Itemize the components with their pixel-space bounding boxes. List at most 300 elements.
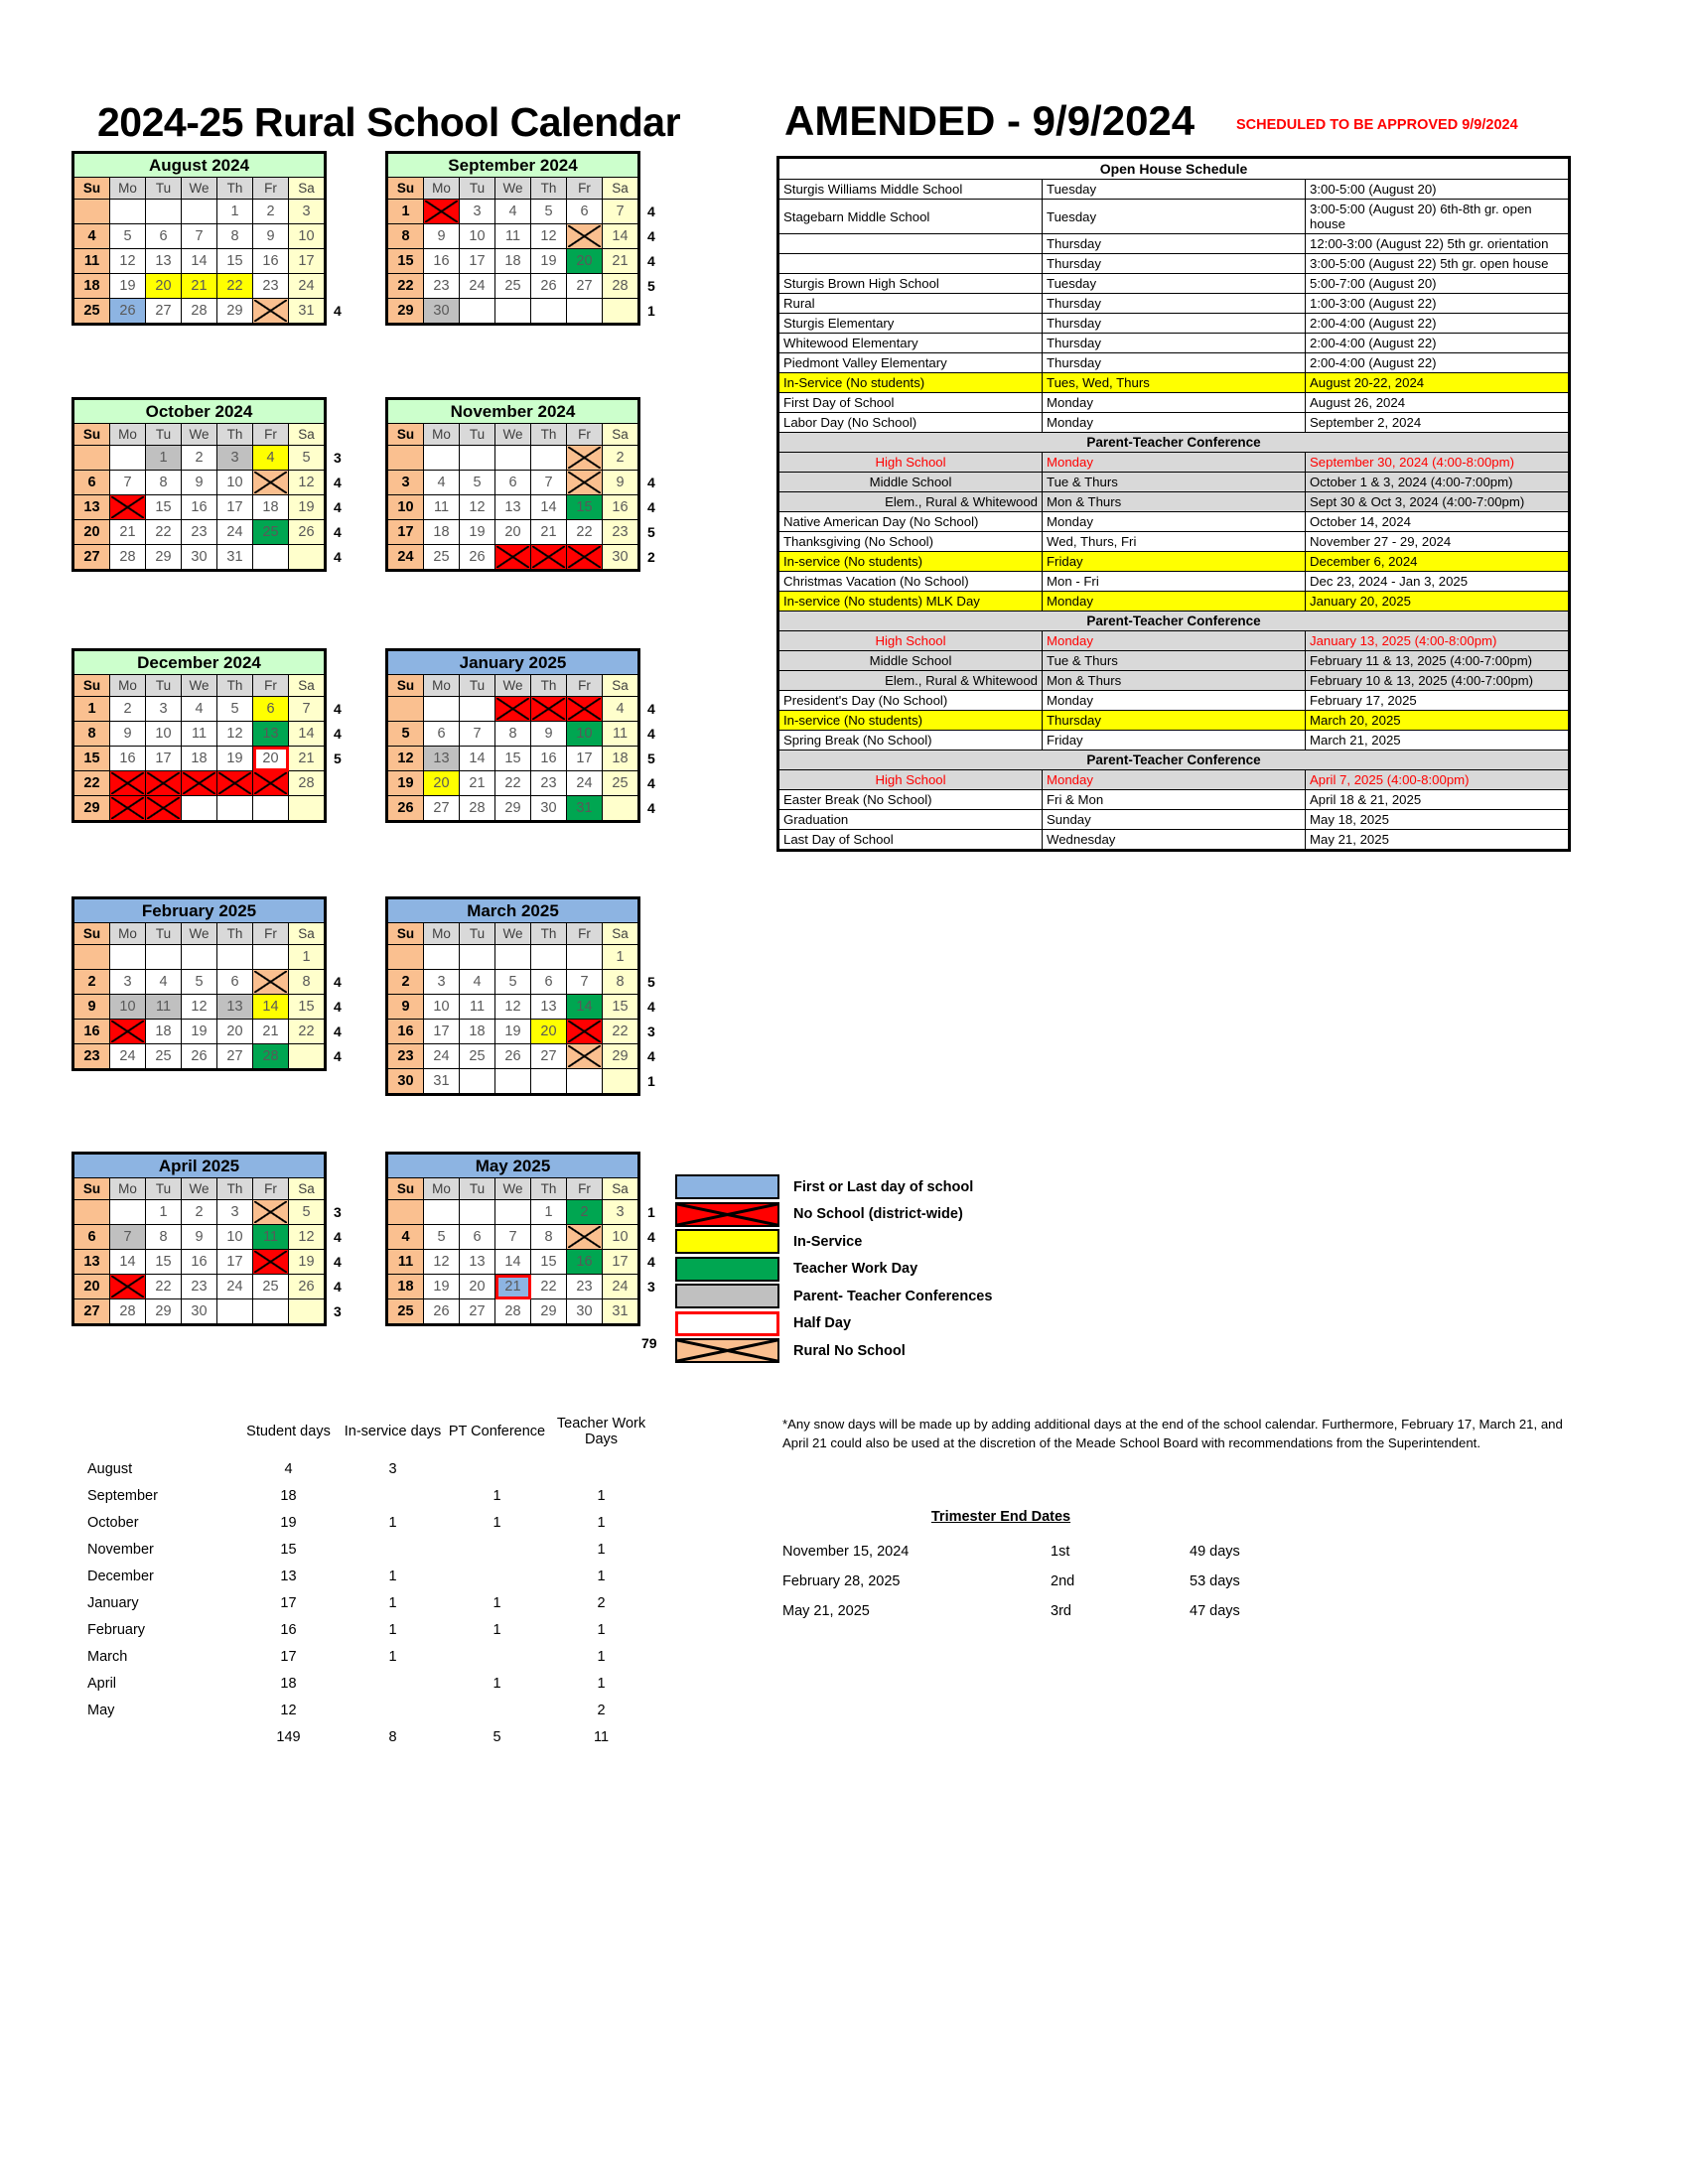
calendar-day-cell [567,471,603,495]
day-of-week-header: Th [217,923,253,945]
summary-total-cell: 5 [492,1729,501,1745]
calendar-day-cell: 15 [603,995,638,1020]
calendar-day-cell: 17 [567,747,603,771]
day-of-week-header: Sa [603,178,638,200]
calendar-day-cell: 3 [217,1200,253,1225]
calendar-day-cell: 11 [146,995,182,1020]
table-cell: Sturgis Brown High School [779,274,1043,294]
calendar-empty-cell [388,446,424,471]
calendar-day-cell: 30 [182,1299,217,1324]
calendar-day-cell [567,545,603,570]
day-of-week-header: Fr [253,424,289,446]
calendar-day-cell: 14 [289,722,325,747]
table-cell: Tue & Thurs [1043,473,1306,492]
table-cell: High School [779,770,1043,790]
table-cell: Sept 30 & Oct 3, 2024 (4:00-7:00pm) [1306,492,1569,512]
day-of-week-header: Su [388,424,424,446]
calendar-empty-cell [74,200,110,224]
calendar-empty-cell [182,200,217,224]
calendar-day-cell: 24 [424,1044,460,1069]
calendar-day-cell: 8 [388,224,424,249]
schedule-title: Open House Schedule [779,159,1569,180]
calendar-day-cell [146,796,182,821]
calendar-empty-cell [424,1200,460,1225]
calendar-day-cell: 6 [74,1225,110,1250]
table-row [779,433,1569,453]
trimester-cell: February 28, 2025 [782,1573,901,1589]
trimester-cell: 49 days [1190,1544,1240,1560]
table-row [87,1671,653,1698]
table-cell: Labor Day (No School) [779,413,1043,433]
calendar-day-cell: 4 [460,970,495,995]
legend-item [675,1283,1092,1310]
legend-item [675,1173,1092,1201]
calendar-day-cell: 1 [388,200,424,224]
legend-label: Parent- Teacher Conferences [793,1288,993,1304]
calendar-day-cell [495,545,531,570]
summary-cell [549,1456,653,1483]
calendar-day-cell: 23 [531,771,567,796]
calendar-day-cell: 12 [289,1225,325,1250]
table-cell: March 21, 2025 [1306,731,1569,751]
calendar-day-cell: 13 [531,995,567,1020]
table-cell: High School [779,453,1043,473]
day-of-week-header: We [182,1178,217,1200]
summary-cell: 19 [280,1515,297,1531]
calendar-day-cell: 9 [182,471,217,495]
calendar-day-cell: 15 [567,495,603,520]
calendar-day-cell: 19 [289,1250,325,1275]
table-cell: Wednesday [1043,830,1306,850]
calendar-day-cell: 5 [289,1200,325,1225]
calendar-day-cell: 21 [253,1020,289,1044]
days-summary-table [87,1410,842,1751]
calendar-day-cell: 26 [531,274,567,299]
calendar-day-cell: 21 [531,520,567,545]
summary-cell: 15 [280,1542,297,1558]
table-cell: Monday [1043,770,1306,790]
calendar-day-cell: 18 [460,1020,495,1044]
day-of-week-header: We [182,178,217,200]
day-of-week-header: Fr [253,178,289,200]
table-cell: Monday [1043,592,1306,612]
summary-cell: January [87,1595,139,1611]
calendar-empty-cell [567,1069,603,1094]
calendar-day-cell: 1 [146,1200,182,1225]
calendar-empty-cell [567,945,603,970]
week-day-count: 5 [647,524,655,540]
table-row [782,1537,1329,1567]
calendar-day-cell: 8 [146,1225,182,1250]
calendar-day-cell: 4 [146,970,182,995]
calendar-day-cell: 31 [424,1069,460,1094]
summary-cell: 1 [388,1649,397,1665]
calendar-day-cell: 10 [217,1225,253,1250]
day-of-week-header: Fr [253,675,289,697]
legend-color-swatch [675,1338,779,1363]
table-cell: August 26, 2024 [1306,393,1569,413]
day-of-week-header: Su [74,923,110,945]
calendar-day-cell: 14 [531,495,567,520]
summary-cell: 2 [597,1703,606,1718]
table-cell: Monday [1043,453,1306,473]
table-cell: In-service (No students) [779,711,1043,731]
calendar-day-cell: 18 [74,274,110,299]
table-cell: Graduation [779,810,1043,830]
calendar-empty-cell [110,200,146,224]
summary-cell: 4 [284,1461,293,1477]
calendar-day-cell: 5 [289,446,325,471]
table-cell: Sturgis Williams Middle School [779,180,1043,200]
calendar-day-cell: 26 [182,1044,217,1069]
calendar-day-cell: 7 [182,224,217,249]
summary-cell [341,1698,445,1724]
calendar-empty-cell [182,945,217,970]
calendar-day-cell: 1 [217,200,253,224]
week-day-count: 4 [647,1254,655,1270]
calendar-day-cell: 25 [424,545,460,570]
table-cell: Elem., Rural & Whitewood [779,492,1043,512]
week-day-count: 4 [334,499,342,515]
calendar-day-cell: 24 [603,1275,638,1299]
table-cell: Whitewood Elementary [779,334,1043,353]
day-of-week-header: Fr [567,178,603,200]
document-header [0,99,1688,155]
calendar-day-cell [110,796,146,821]
day-of-week-header: Sa [603,923,638,945]
summary-column-header [87,1410,236,1456]
table-cell: Mon & Thurs [1043,492,1306,512]
calendar-day-cell: 28 [253,1044,289,1069]
calendar-day-cell: 26 [495,1044,531,1069]
table-row [779,770,1569,790]
calendar-day-cell: 2 [388,970,424,995]
trimester-cell: 2nd [1051,1573,1075,1589]
table-row [779,751,1569,770]
summary-cell: 2 [597,1595,606,1611]
calendar-day-cell: 23 [424,274,460,299]
calendar-empty-cell [424,446,460,471]
calendar-day-cell: 14 [253,995,289,1020]
summary-total-cell: 11 [593,1729,610,1745]
day-of-week-header: Tu [146,1178,182,1200]
day-of-week-header: Sa [603,424,638,446]
table-cell: Middle School [779,651,1043,671]
calendar-empty-cell [217,1299,253,1324]
calendar-empty-cell [388,945,424,970]
section-header: Parent-Teacher Conference [779,433,1569,453]
day-of-week-header: Mo [110,675,146,697]
legend-item [675,1201,1092,1229]
calendar-day-cell [217,771,253,796]
calendar-day-cell: 5 [531,200,567,224]
table-cell: May 18, 2025 [1306,810,1569,830]
day-of-week-header: Mo [424,424,460,446]
calendar-day-cell: 8 [217,224,253,249]
table-cell: Dec 23, 2024 - Jan 3, 2025 [1306,572,1569,592]
table-cell: Rural [779,294,1043,314]
summary-cell [341,1671,445,1698]
month-title: October 2024 [74,400,325,424]
summary-column-header: In-service days [344,1423,442,1439]
calendar-day-cell: 3 [110,970,146,995]
approval-note: SCHEDULED TO BE APPROVED 9/9/2024 [1236,117,1518,133]
table-cell [779,234,1043,254]
calendar-month [385,397,640,572]
day-of-week-header: Mo [424,923,460,945]
calendar-day-cell: 7 [495,1225,531,1250]
summary-cell: 1 [492,1488,501,1504]
calendar-day-cell [110,495,146,520]
day-of-week-header: Sa [289,424,325,446]
calendar-day-cell: 12 [110,249,146,274]
table-row [779,453,1569,473]
table-cell: April 18 & 21, 2025 [1306,790,1569,810]
calendar-day-cell [253,1250,289,1275]
summary-cell: August [87,1461,133,1477]
calendar-empty-cell [289,545,325,570]
summary-cell: 16 [280,1622,297,1638]
day-of-week-header: Sa [603,675,638,697]
table-cell: Thursday [1043,234,1306,254]
calendar-day-cell: 10 [217,471,253,495]
day-of-week-header: Tu [146,424,182,446]
table-cell: Friday [1043,552,1306,572]
calendar-month [71,397,327,572]
calendar-day-cell: 12 [388,747,424,771]
summary-cell: 1 [492,1676,501,1692]
calendar-empty-cell [74,945,110,970]
calendar-day-cell: 19 [217,747,253,771]
calendar-day-cell: 20 [74,520,110,545]
table-row [779,512,1569,532]
calendar-day-cell: 31 [567,796,603,821]
table-cell: May 21, 2025 [1306,830,1569,850]
calendar-empty-cell [495,1200,531,1225]
calendar-day-cell: 5 [110,224,146,249]
calendar-day-cell: 29 [74,796,110,821]
day-of-week-header: Su [74,178,110,200]
day-of-week-header: Fr [567,1178,603,1200]
week-day-count: 4 [647,726,655,742]
table-row [87,1698,653,1724]
calendar-empty-cell [460,1069,495,1094]
calendar-day-cell: 9 [253,224,289,249]
month-title: September 2024 [388,154,638,178]
day-of-week-header: Th [531,424,567,446]
week-day-count: 4 [334,1254,342,1270]
calendar-empty-cell [74,446,110,471]
summary-cell: 1 [388,1595,397,1611]
calendar-empty-cell [495,1069,531,1094]
month-title: December 2024 [74,651,325,675]
month-title: January 2025 [388,651,638,675]
table-cell: High School [779,631,1043,651]
calendar-day-cell: 22 [74,771,110,796]
calendar-empty-cell [110,1200,146,1225]
calendar-day-cell: 6 [253,697,289,722]
day-of-week-header: Mo [110,923,146,945]
calendar-day-cell: 24 [217,1275,253,1299]
calendar-empty-cell [253,1299,289,1324]
calendar-day-cell: 2 [182,1200,217,1225]
calendar-empty-cell [388,697,424,722]
table-row [779,180,1569,200]
week-day-count: 4 [647,1048,655,1064]
summary-cell: 18 [280,1676,297,1692]
trimester-cell: 47 days [1190,1603,1240,1619]
legend-label: No School (district-wide) [793,1206,963,1223]
table-cell: Monday [1043,512,1306,532]
table-cell: Elem., Rural & Whitewood [779,671,1043,691]
calendar-day-cell: 17 [146,747,182,771]
table-cell: Tuesday [1043,180,1306,200]
day-of-week-header: Su [388,675,424,697]
table-cell: Tuesday [1043,200,1306,234]
calendar-month [71,151,327,326]
calendar-day-cell: 18 [182,747,217,771]
table-cell: Last Day of School [779,830,1043,850]
calendar-empty-cell [424,697,460,722]
calendar-day-cell: 13 [495,495,531,520]
day-of-week-header: Fr [253,923,289,945]
calendar-day-cell: 28 [289,771,325,796]
calendar-day-cell [531,697,567,722]
table-row [779,691,1569,711]
table-cell: January 13, 2025 (4:00-8:00pm) [1306,631,1569,651]
calendar-day-cell: 6 [460,1225,495,1250]
calendar-month [385,648,640,823]
calendar-empty-cell [110,945,146,970]
calendar-day-cell: 2 [253,200,289,224]
calendar-day-cell [567,1044,603,1069]
trimester-cell: 53 days [1190,1573,1240,1589]
calendar-day-cell [110,1275,146,1299]
calendar-day-cell: 24 [388,545,424,570]
calendar-day-cell: 18 [424,520,460,545]
calendar-day-cell: 10 [424,995,460,1020]
calendar-day-cell: 28 [603,274,638,299]
table-cell: Tue & Thurs [1043,651,1306,671]
calendar-day-cell: 27 [531,1044,567,1069]
calendar-day-cell: 5 [388,722,424,747]
summary-cell: February [87,1622,146,1638]
calendar-day-cell: 25 [460,1044,495,1069]
calendar-day-cell [567,697,603,722]
calendar-day-cell: 31 [289,299,325,324]
calendar-day-cell: 19 [495,1020,531,1044]
table-cell: Thursday [1043,294,1306,314]
day-of-week-header: Tu [460,424,495,446]
calendar-day-cell: 23 [182,1275,217,1299]
day-of-week-header: Th [217,675,253,697]
table-row [779,651,1569,671]
calendar-day-cell: 6 [146,224,182,249]
day-of-week-header: Th [531,178,567,200]
calendar-day-cell: 16 [531,747,567,771]
calendar-day-cell [531,545,567,570]
week-day-count: 4 [647,499,655,515]
summary-cell: 17 [280,1595,297,1611]
calendar-day-cell: 9 [110,722,146,747]
calendar-empty-cell [460,446,495,471]
table-cell: September 30, 2024 (4:00-8:00pm) [1306,453,1569,473]
calendar-empty-cell [74,1200,110,1225]
calendar-day-cell: 20 [424,771,460,796]
calendar-day-cell: 10 [388,495,424,520]
calendar-day-cell: 6 [74,471,110,495]
table-cell: Thursday [1043,711,1306,731]
day-of-week-header: Th [531,1178,567,1200]
day-of-week-header: Mo [424,675,460,697]
calendar-day-cell: 8 [74,722,110,747]
calendar-empty-cell [531,1069,567,1094]
trimester-cell: May 21, 2025 [782,1603,870,1619]
calendar-day-cell: 2 [182,446,217,471]
calendar-day-cell: 4 [603,697,638,722]
calendar-empty-cell [182,796,217,821]
calendar-day-cell: 15 [495,747,531,771]
day-of-week-header: Su [74,675,110,697]
day-of-week-header: Tu [460,178,495,200]
amended-title: AMENDED - 9/9/2024 [784,97,1196,144]
summary-cell [341,1483,445,1510]
calendar-day-cell: 20 [531,1020,567,1044]
calendar-day-cell [495,697,531,722]
calendar-day-cell: 11 [424,495,460,520]
summary-cell: December [87,1569,154,1584]
calendar-day-cell: 22 [495,771,531,796]
calendar-empty-cell [603,1069,638,1094]
table-row [779,234,1569,254]
calendar-day-cell: 19 [289,495,325,520]
summary-column-header: PT Conference [448,1423,546,1439]
day-of-week-header: Mo [424,178,460,200]
calendar-day-cell: 27 [74,545,110,570]
calendar-day-cell: 11 [495,224,531,249]
summary-cell: September [87,1488,158,1504]
calendar-day-cell: 9 [182,1225,217,1250]
calendar-day-cell: 23 [182,520,217,545]
day-of-week-header: Fr [567,424,603,446]
calendar-day-cell: 24 [460,274,495,299]
table-row [779,200,1569,234]
week-day-count: 5 [334,751,342,766]
calendar-day-cell: 8 [603,970,638,995]
table-cell: November 27 - 29, 2024 [1306,532,1569,552]
day-of-week-header: Tu [146,675,182,697]
table-cell: Wed, Thurs, Fri [1043,532,1306,552]
calendar-day-cell: 27 [567,274,603,299]
calendar-day-cell: 19 [424,1275,460,1299]
calendar-day-cell: 7 [110,1225,146,1250]
legend-item [675,1310,1092,1338]
calendar-day-cell: 25 [388,1299,424,1324]
week-day-count: 1 [647,1073,655,1089]
table-row [779,492,1569,512]
calendar-day-cell: 16 [388,1020,424,1044]
calendar-day-cell: 12 [495,995,531,1020]
calendar-day-cell: 6 [424,722,460,747]
summary-cell: 1 [597,1676,606,1692]
day-of-week-header: Sa [603,1178,638,1200]
calendar-month [71,648,327,823]
table-row [87,1510,653,1537]
calendar-empty-cell [289,796,325,821]
calendar-day-cell: 5 [182,970,217,995]
snow-day-note: *Any snow days will be made up by adding additional days at the end of the school calendar. Furthermore, February 17, March 21, and April 21 could also be used at the discretion of the Meade School Board with recommendations from the Superintendent. [782,1417,1563,1451]
day-of-week-header: We [495,424,531,446]
